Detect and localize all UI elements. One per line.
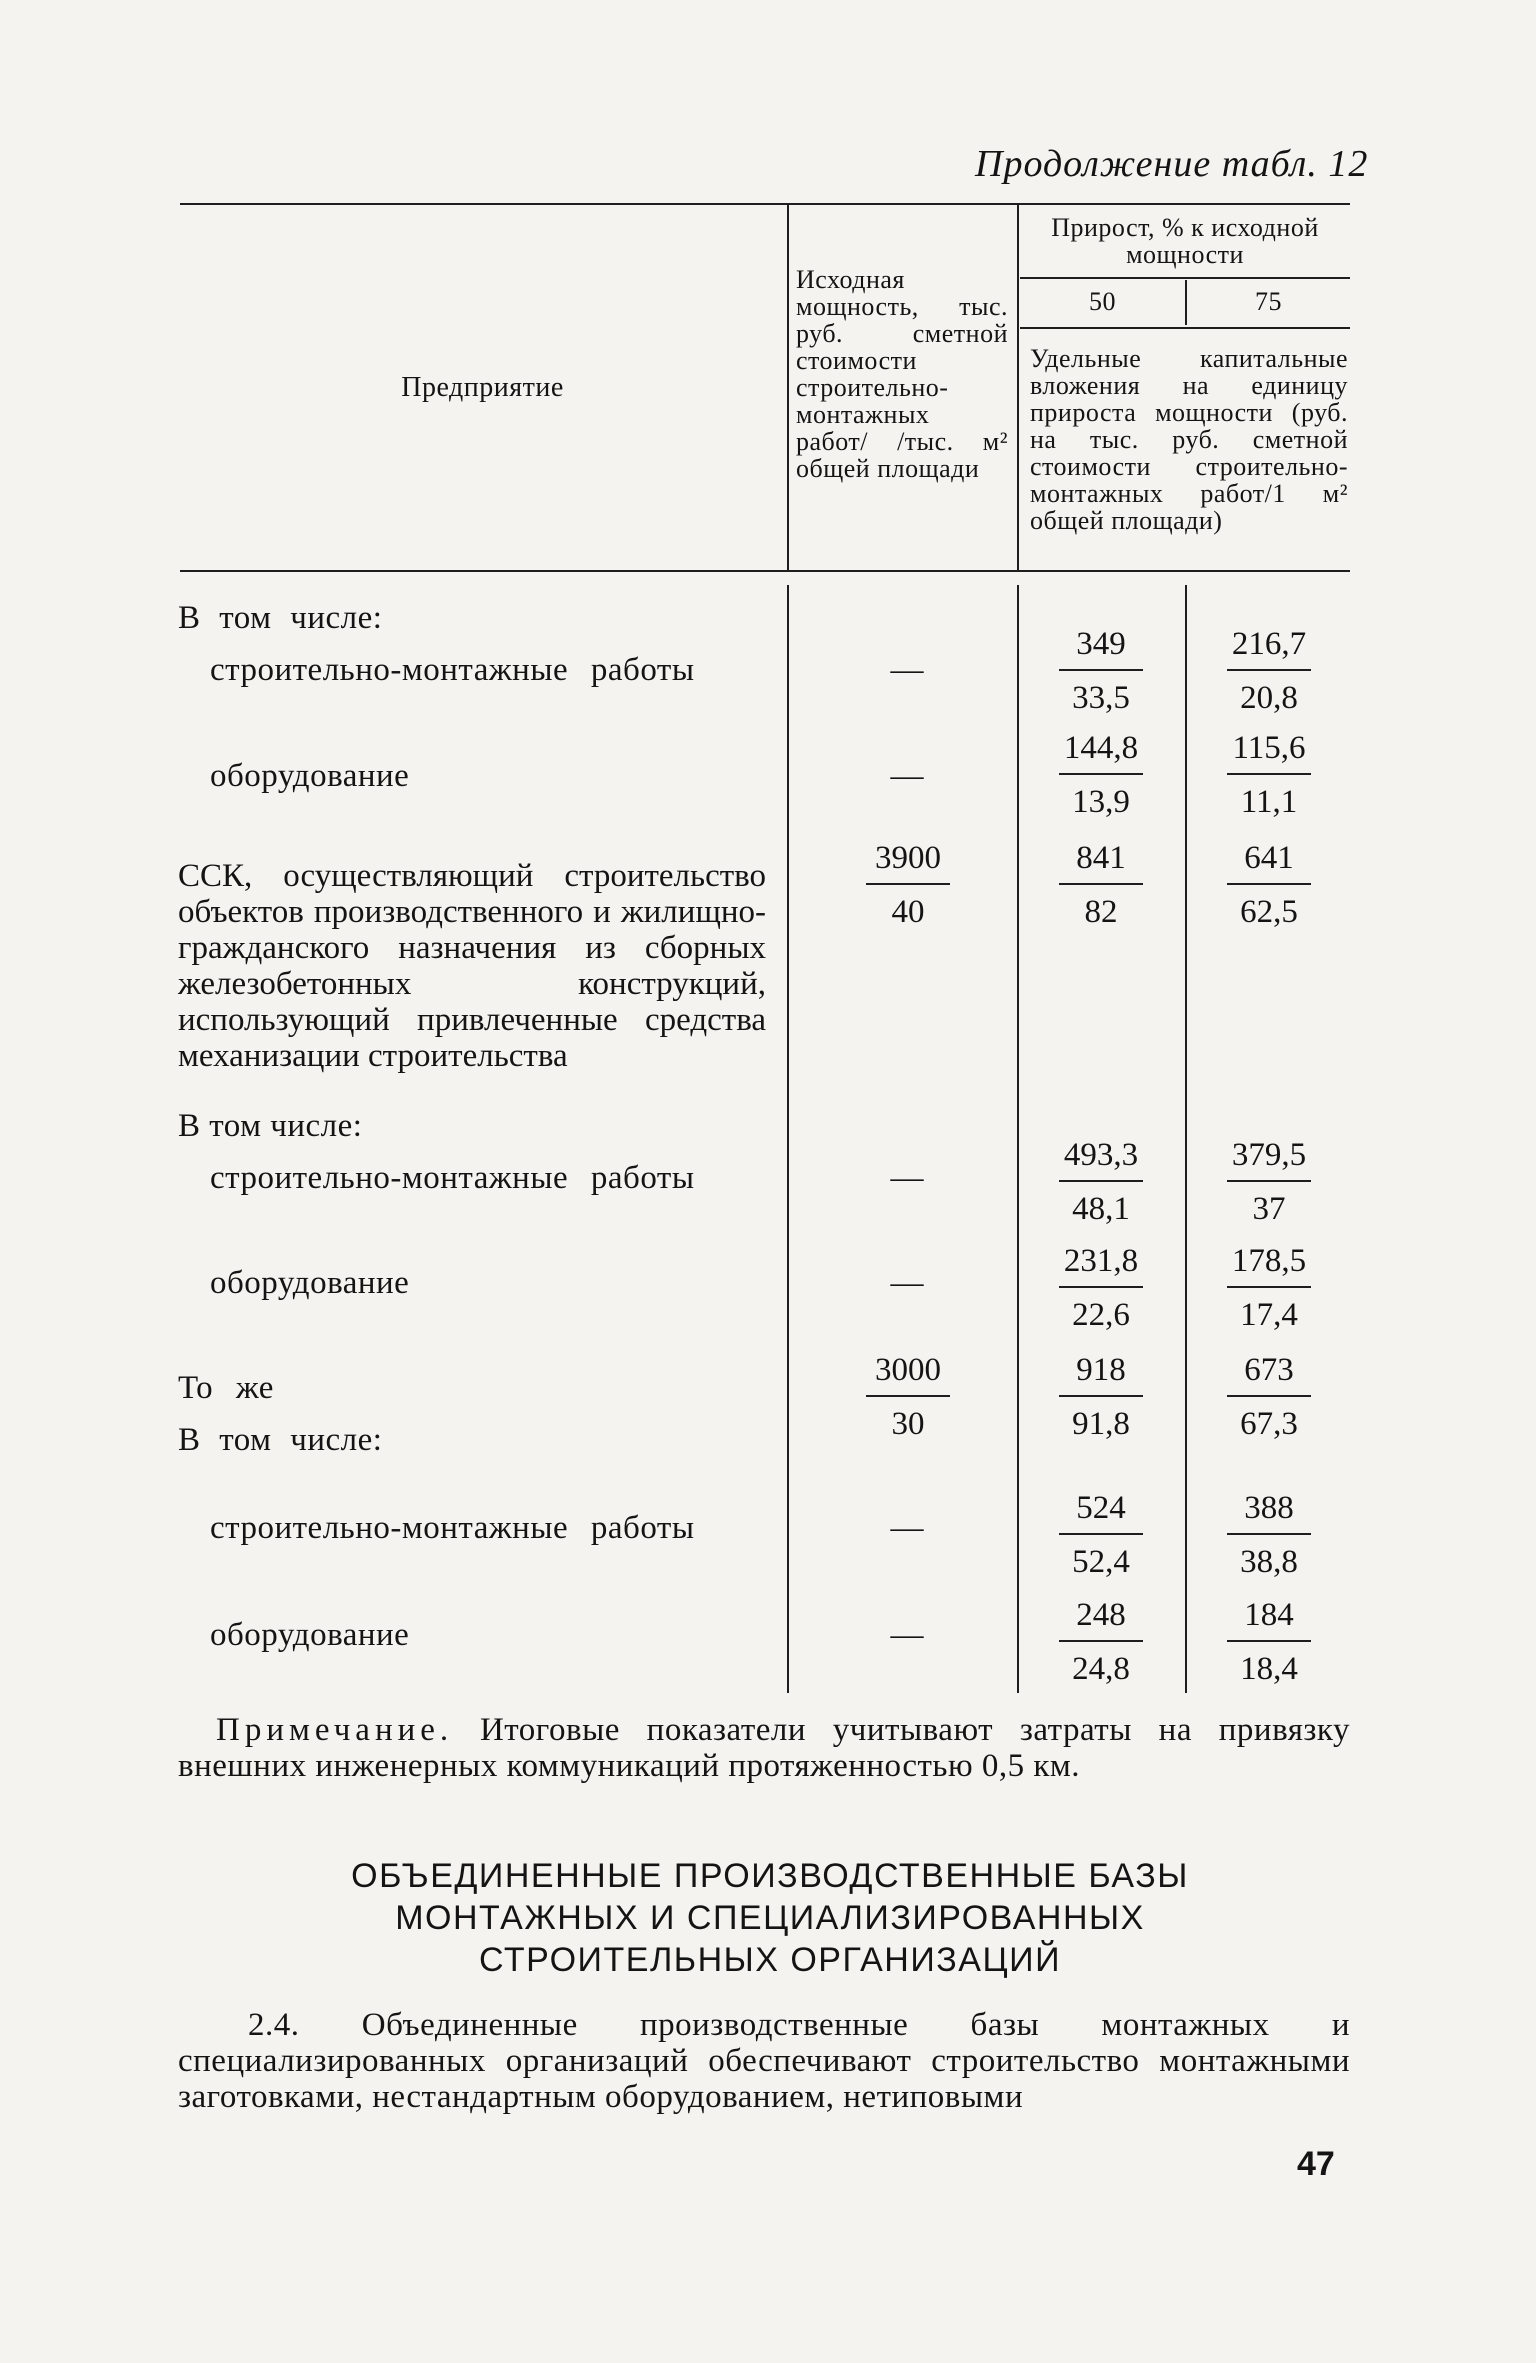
note-text: Итоговые показатели учитывают затраты на привязку внешних инженерных коммуникаций протяженностью 0,5 км. bbox=[178, 1712, 1350, 1784]
growth75-num-3: 641 bbox=[1244, 840, 1294, 876]
capacity-cell-6: — bbox=[890, 1265, 924, 1301]
growth75-num-7: 673 bbox=[1244, 1352, 1294, 1388]
section-heading: ОБЪЕДИНЕННЫЕ ПРОИЗВОДСТВЕННЫЕ БАЗЫ МОНТАЖНЫХ И СПЕЦИАЛИЗИРОВАННЫХ СТРОИТЕЛЬНЫХ ОРГАНИЗАЦИЙ bbox=[351, 1857, 1189, 1979]
table-note bbox=[178, 1712, 1350, 1784]
growth75-cell-9 bbox=[1209, 1485, 1329, 1585]
growth50-cell-2 bbox=[1041, 725, 1161, 825]
fraction-bar bbox=[1059, 1286, 1143, 1288]
row-label-equipment-3: оборудование bbox=[210, 1617, 410, 1653]
growth50-cell-3 bbox=[1041, 835, 1161, 935]
note-label: Примечание. bbox=[216, 1712, 454, 1748]
growth75-num-10: 184 bbox=[1244, 1597, 1294, 1633]
header-enterprise-label: Предприятие bbox=[401, 372, 564, 403]
row-label-equipment-1: оборудование bbox=[210, 758, 410, 794]
capacity-num-7: 3000 bbox=[875, 1352, 941, 1388]
growth50-num-6: 231,8 bbox=[1063, 1243, 1139, 1279]
growth75-den-6: 17,4 bbox=[1240, 1297, 1298, 1333]
capacity-den-7: 30 bbox=[891, 1406, 925, 1442]
growth75-cell-1 bbox=[1209, 621, 1329, 721]
header-initial-capacity: Исходная мощность, тыс. руб. сметной стоимости строительно-монтажных работ/ /тыс. м² общей площади bbox=[796, 265, 1008, 483]
growth75-num-9: 388 bbox=[1244, 1490, 1294, 1526]
capacity-cell-5: — bbox=[890, 1160, 924, 1196]
capacity-cell-7 bbox=[848, 1347, 968, 1447]
growth75-num-6: 178,5 bbox=[1231, 1243, 1307, 1279]
growth75-cell-7 bbox=[1209, 1347, 1329, 1447]
growth50-den-5: 48,1 bbox=[1072, 1191, 1130, 1227]
growth50-cell-5 bbox=[1041, 1132, 1161, 1232]
fraction-bar bbox=[1059, 1640, 1143, 1642]
growth75-num-5: 379,5 bbox=[1231, 1137, 1307, 1173]
capacity-cell-2: — bbox=[890, 758, 924, 794]
growth75-num-2: 115,6 bbox=[1232, 730, 1306, 766]
growth-title-rule bbox=[1020, 277, 1350, 279]
fraction-bar bbox=[1227, 883, 1311, 885]
growth75-den-1: 20,8 bbox=[1240, 680, 1298, 716]
fraction-bar bbox=[1227, 1286, 1311, 1288]
row-label-subtotal-2: В том числе: bbox=[178, 1108, 363, 1144]
fraction-bar bbox=[1059, 773, 1143, 775]
header-specific-investments: Удельные капитальные вложения на единицу прироста мощности (руб. на тыс. руб. сметной стоимости строительно-монтажных работ/1 м² общей площади) bbox=[1030, 344, 1348, 535]
fraction-bar bbox=[866, 883, 950, 885]
growth75-cell-2 bbox=[1209, 725, 1329, 825]
fraction-bar bbox=[1059, 883, 1143, 885]
fraction-bar bbox=[1227, 1395, 1311, 1397]
row-label-construction-1: строительно-монтажные работы bbox=[210, 652, 695, 688]
growth50-num-3: 841 bbox=[1076, 840, 1126, 876]
growth50-den-3: 82 bbox=[1084, 894, 1118, 930]
growth75-den-3: 62,5 bbox=[1240, 894, 1298, 930]
header-enterprise bbox=[180, 205, 785, 570]
fraction-bar bbox=[1227, 669, 1311, 671]
growth75-cell-3 bbox=[1209, 835, 1329, 935]
growth50-num-2: 144,8 bbox=[1063, 730, 1139, 766]
growth75-cell-5 bbox=[1209, 1132, 1329, 1232]
header-growth-title: Прирост, % к исходной мощности bbox=[1051, 213, 1319, 269]
header-bottom-rule bbox=[180, 570, 1350, 572]
growth50-num-10: 248 bbox=[1076, 1597, 1126, 1633]
growth50-num-5: 493,3 bbox=[1063, 1137, 1139, 1173]
growth75-den-5: 37 bbox=[1252, 1191, 1286, 1227]
header-growth-col-75: 75 bbox=[1255, 287, 1282, 316]
growth50-cell-9 bbox=[1041, 1485, 1161, 1585]
fraction-bar bbox=[1059, 1180, 1143, 1182]
fraction-bar bbox=[1227, 773, 1311, 775]
capacity-cell-10: — bbox=[890, 1617, 924, 1653]
row-label-same: То же bbox=[178, 1370, 274, 1406]
growth75-den-10: 18,4 bbox=[1240, 1651, 1298, 1687]
growth-cols-rule bbox=[1020, 327, 1350, 329]
page-number: 47 bbox=[1297, 2145, 1335, 2183]
growth75-cell-10 bbox=[1209, 1592, 1329, 1692]
growth50-cell-10 bbox=[1041, 1592, 1161, 1692]
header-growth-col-50: 50 bbox=[1089, 287, 1116, 316]
row-label-ssk: ССК, осуществляющий строительство объектов производственного и жилищно-гражданского назначения из сборных железобетонных конструкций, использующий привлеченные средства механизации строительства bbox=[178, 858, 766, 1074]
capacity-num-3: 3900 bbox=[875, 840, 941, 876]
fraction-bar bbox=[1227, 1640, 1311, 1642]
column-divider-1 bbox=[787, 205, 789, 570]
fraction-bar bbox=[1059, 1395, 1143, 1397]
fraction-bar bbox=[1059, 669, 1143, 671]
body-divider-2 bbox=[1017, 585, 1019, 1693]
growth50-cell-1 bbox=[1041, 621, 1161, 721]
growth50-den-9: 52,4 bbox=[1072, 1544, 1130, 1580]
section-paragraph: 2.4. Объединенные производственные базы монтажных и специализированных организаций обеспечивают строительство монтажными заготовками, нестандартным оборудованием, нетиповыми bbox=[178, 2007, 1350, 2115]
growth50-den-7: 91,8 bbox=[1072, 1406, 1130, 1442]
growth50-num-7: 918 bbox=[1076, 1352, 1126, 1388]
capacity-cell-3 bbox=[848, 835, 968, 935]
row-label-construction-2: строительно-монтажные работы bbox=[210, 1160, 695, 1196]
growth50-cell-7 bbox=[1041, 1347, 1161, 1447]
fraction-bar bbox=[1227, 1180, 1311, 1182]
body-divider-1 bbox=[787, 585, 789, 1693]
fraction-bar bbox=[1227, 1533, 1311, 1535]
growth75-den-2: 11,1 bbox=[1240, 784, 1298, 820]
capacity-cell-9: — bbox=[890, 1510, 924, 1546]
fraction-bar bbox=[1059, 1533, 1143, 1535]
fraction-bar bbox=[866, 1395, 950, 1397]
growth50-den-10: 24,8 bbox=[1072, 1651, 1130, 1687]
capacity-cell-1: — bbox=[890, 652, 924, 688]
growth75-den-9: 38,8 bbox=[1240, 1544, 1298, 1580]
row-label-equipment-2: оборудование bbox=[210, 1265, 410, 1301]
body-divider-3 bbox=[1185, 585, 1187, 1693]
row-label-subtotal-3: В том числе: bbox=[178, 1422, 383, 1458]
growth50-den-2: 13,9 bbox=[1072, 784, 1130, 820]
table-caption: Продолжение табл. 12 bbox=[975, 143, 1369, 185]
row-label-subtotal-1: В том числе: bbox=[178, 600, 383, 636]
growth75-cell-6 bbox=[1209, 1238, 1329, 1338]
growth50-cell-6 bbox=[1041, 1238, 1161, 1338]
growth75-num-1: 216,7 bbox=[1231, 626, 1307, 662]
growth50-den-1: 33,5 bbox=[1072, 680, 1130, 716]
growth50-den-6: 22,6 bbox=[1072, 1297, 1130, 1333]
growth50-num-1: 349 bbox=[1076, 626, 1126, 662]
growth75-den-7: 67,3 bbox=[1240, 1406, 1298, 1442]
row-label-construction-3: строительно-монтажные работы bbox=[210, 1510, 695, 1546]
growth50-num-9: 524 bbox=[1076, 1490, 1126, 1526]
capacity-den-3: 40 bbox=[891, 894, 925, 930]
column-divider-2 bbox=[1017, 205, 1019, 570]
